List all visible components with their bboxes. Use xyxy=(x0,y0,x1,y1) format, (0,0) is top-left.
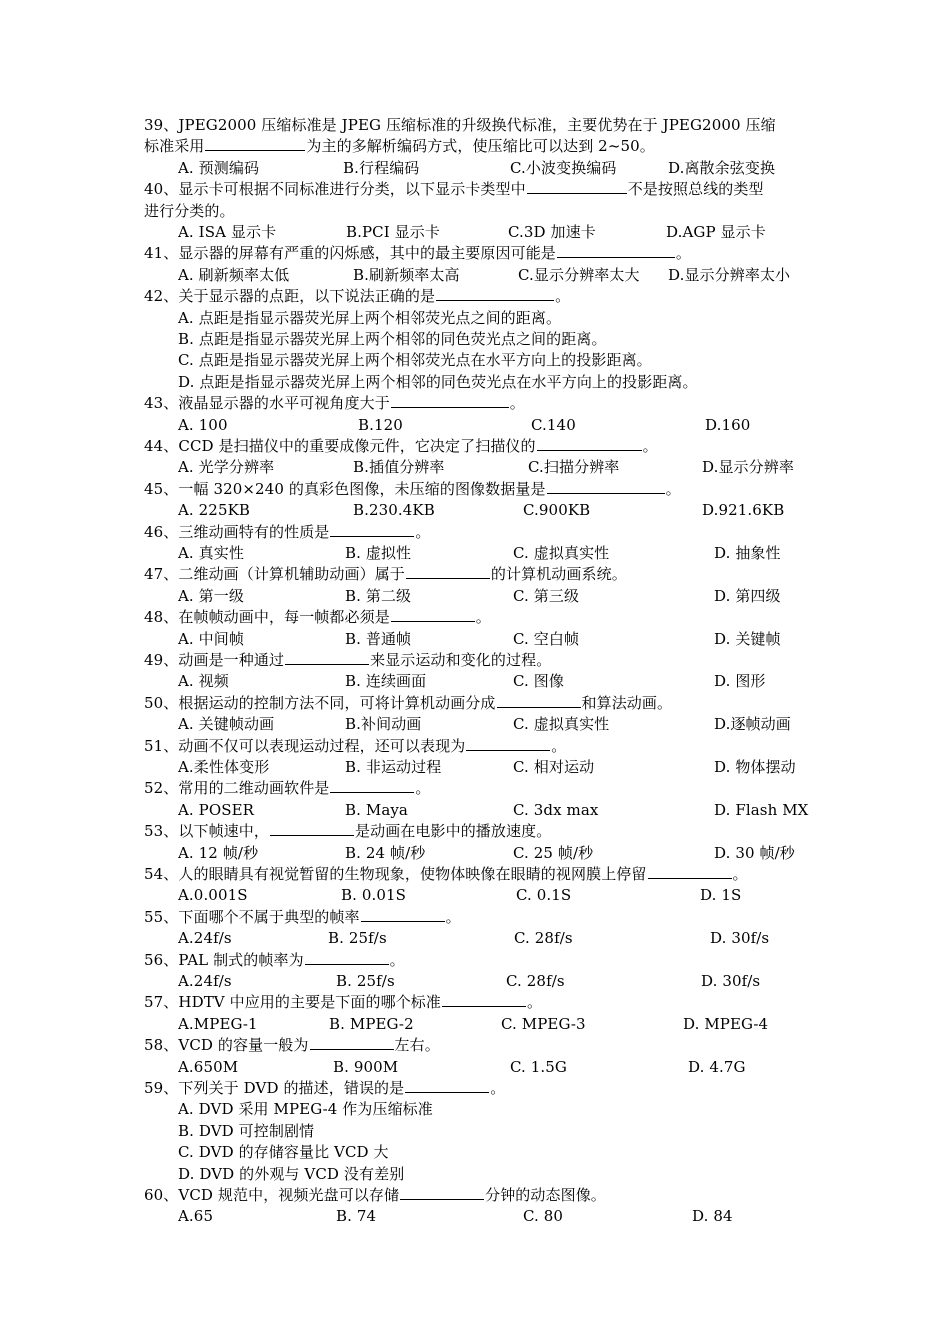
question-40-line-1 xyxy=(144,201,820,222)
question-46-line-0 xyxy=(144,522,820,543)
question-39-options xyxy=(178,158,850,179)
option-b[interactable]: B. 74 xyxy=(336,1207,377,1226)
question-text: 56、PAL 制式的帧率为 xyxy=(144,950,304,969)
question-59-choice-a xyxy=(178,1099,850,1120)
option-a[interactable]: A. 视频 xyxy=(178,672,229,691)
option-b[interactable]: B.插值分辨率 xyxy=(353,458,445,477)
question-text: 。 xyxy=(527,993,543,1012)
question-45-options xyxy=(178,500,850,521)
option-d[interactable]: D. 30f/s xyxy=(710,929,770,948)
question-58-options xyxy=(178,1057,850,1078)
question-text: 55、下面哪个不属于典型的帧率 xyxy=(144,907,360,926)
option-b[interactable]: B. 连续画面 xyxy=(345,672,427,691)
question-58-line-0 xyxy=(144,1035,820,1056)
option-c[interactable]: C. 1.5G xyxy=(510,1057,568,1076)
question-51-line-0 xyxy=(144,736,820,757)
choice-text[interactable]: C. DVD 的存储容量比 VCD 大 xyxy=(178,1143,389,1162)
option-a[interactable]: A. 刷新频率太低 xyxy=(178,265,290,284)
answer-blank[interactable] xyxy=(305,950,389,965)
option-a[interactable]: A.24f/s xyxy=(178,972,232,990)
question-text: 。 xyxy=(509,394,525,413)
option-b[interactable]: B. 0.01S xyxy=(341,886,407,905)
question-44-line-0 xyxy=(144,436,820,457)
option-a[interactable]: A. 光学分辨率 xyxy=(178,458,275,477)
answer-blank[interactable] xyxy=(205,136,305,151)
question-text: 分钟的动态图像。 xyxy=(485,1186,606,1204)
option-d[interactable]: D.显示分辨率太小 xyxy=(668,265,791,284)
question-text: 为主的多解析编码方式，使压缩比可以达到 2~50。 xyxy=(306,137,655,156)
option-d[interactable]: D. 抽象性 xyxy=(714,544,781,562)
answer-blank[interactable] xyxy=(406,564,490,579)
question-45-line-0 xyxy=(144,479,820,500)
option-a[interactable]: A. 预测编码 xyxy=(178,158,260,177)
option-d[interactable]: D. 84 xyxy=(692,1207,733,1226)
question-42-choice-c xyxy=(178,350,850,371)
question-53-options xyxy=(178,843,850,864)
answer-blank[interactable] xyxy=(537,436,642,451)
question-text: 。 xyxy=(732,865,748,883)
option-a[interactable]: A. 中间帧 xyxy=(178,629,244,648)
choice-text[interactable]: C. 点距是指显示器荧光屏上两个相邻荧光点在水平方向上的投影距离。 xyxy=(178,351,652,370)
option-b[interactable]: B.补间动画 xyxy=(345,715,422,734)
option-c[interactable]: C. MPEG-3 xyxy=(501,1014,586,1033)
answer-blank[interactable] xyxy=(330,778,414,793)
question-text: 45、一幅 320×240 的真彩色图像，未压缩的图像数据量是 xyxy=(144,479,546,498)
question-40-options xyxy=(178,222,850,243)
question-text: 。 xyxy=(389,950,405,969)
option-a[interactable]: A. POSER xyxy=(178,800,255,819)
question-43-options xyxy=(178,415,850,436)
question-42-choice-a xyxy=(178,308,850,329)
option-c[interactable]: C. 28f/s xyxy=(506,972,565,990)
question-text: 48、在帧帧动画中，每一帧都必须是 xyxy=(144,608,390,627)
question-text: 是动画在电影中的播放速度。 xyxy=(355,822,552,841)
question-text: 57、HDTV 中应用的主要是下面的哪个标准 xyxy=(144,993,442,1012)
question-text: 40、显示卡可根据不同标准进行分类，以下显示卡类型中 xyxy=(144,180,526,199)
question-59-choice-c xyxy=(178,1142,850,1163)
option-a[interactable]: A.0.001S xyxy=(178,886,248,905)
question-49-line-0 xyxy=(144,650,820,671)
option-d[interactable]: D. 第四级 xyxy=(714,586,781,605)
answer-blank[interactable] xyxy=(391,393,509,408)
question-text: 39、JPEG2000 压缩标准是 JPEG 压缩标准的升级换代标准，主要优势在于 JPEG2000 压缩 xyxy=(144,116,776,134)
question-42-choice-b xyxy=(178,329,850,350)
question-60-options xyxy=(178,1206,850,1227)
option-b[interactable]: B. MPEG-2 xyxy=(329,1014,414,1033)
question-47-options xyxy=(178,586,850,607)
option-d[interactable]: D.AGP 显示卡 xyxy=(666,223,766,241)
choice-text[interactable]: A. DVD 采用 MPEG-4 作为压缩标准 xyxy=(178,1100,433,1119)
option-c[interactable]: C. 虚拟真实性 xyxy=(513,544,610,562)
option-c[interactable]: C.140 xyxy=(531,415,576,434)
option-b[interactable]: B.120 xyxy=(358,415,403,434)
question-text: 。 xyxy=(675,244,691,263)
option-d[interactable]: D.显示分辨率 xyxy=(702,458,794,477)
question-39-line-0 xyxy=(144,115,820,136)
option-a[interactable]: A.650M xyxy=(178,1057,239,1076)
option-c[interactable]: C. 虚拟真实性 xyxy=(513,715,610,734)
question-41-line-0 xyxy=(144,243,820,264)
option-a[interactable]: A. 第一级 xyxy=(178,586,244,605)
option-b[interactable]: B. 普通帧 xyxy=(345,629,412,648)
question-text: 51、动画不仅可以表现运动过程，还可以表现为 xyxy=(144,736,466,755)
option-a[interactable]: A.MPEG-1 xyxy=(178,1014,258,1033)
option-c[interactable]: C. 空白帧 xyxy=(513,629,580,648)
choice-text[interactable]: A. 点距是指显示器荧光屏上两个相邻荧光点之间的距离。 xyxy=(178,308,562,327)
answer-blank[interactable] xyxy=(557,243,675,258)
question-text: 59、下列关于 DVD 的描述，错误的是 xyxy=(144,1079,405,1097)
option-c[interactable]: C.900KB xyxy=(523,501,591,520)
question-48-line-0 xyxy=(144,607,820,628)
option-a[interactable]: A.24f/s xyxy=(178,929,232,948)
question-text: 。 xyxy=(415,522,431,541)
question-text: 43、液晶显示器的水平可视角度大于 xyxy=(144,394,390,413)
option-b[interactable]: B.230.4KB xyxy=(353,501,435,520)
question-text: 的计算机动画系统。 xyxy=(490,565,627,584)
question-59-line-0 xyxy=(144,1078,820,1099)
option-d[interactable]: D.逐帧动画 xyxy=(714,715,791,734)
question-text: 58、VCD 的容量一般为 xyxy=(144,1036,309,1055)
option-d[interactable]: D. 物体摆动 xyxy=(714,758,796,776)
question-59-choice-b xyxy=(178,1121,850,1142)
question-50-line-0 xyxy=(144,693,820,714)
option-c[interactable]: C.扫描分辨率 xyxy=(528,458,620,477)
question-text: 50、根据运动的控制方法不同，可将计算机动画分成 xyxy=(144,693,496,712)
answer-blank[interactable] xyxy=(466,736,550,751)
question-text: 不是按照总线的类型 xyxy=(627,180,764,199)
question-52-line-0 xyxy=(144,778,820,799)
answer-blank[interactable] xyxy=(527,179,627,194)
question-text: 。 xyxy=(475,608,491,627)
question-50-options xyxy=(178,714,850,735)
question-text: 54、人的眼睛具有视觉暂留的生物现象，使物体映像在眼睛的视网膜上停留 xyxy=(144,865,647,883)
question-60-line-0 xyxy=(144,1185,820,1206)
question-text: 52、常用的二维动画软件是 xyxy=(144,779,330,798)
question-42-line-0 xyxy=(144,286,820,307)
option-c[interactable]: C. 25 帧/秒 xyxy=(513,843,594,862)
option-a[interactable]: A. 225KB xyxy=(178,501,251,520)
answer-blank[interactable] xyxy=(285,650,369,665)
answer-blank[interactable] xyxy=(400,1185,484,1200)
option-d[interactable]: D. Flash MX xyxy=(714,800,809,819)
option-a[interactable]: A. 真实性 xyxy=(178,544,244,562)
choice-text[interactable]: D. 点距是指显示器荧光屏上两个相邻的同色荧光点在水平方向上的投影距离。 xyxy=(178,372,698,391)
question-text: 标准采用 xyxy=(144,137,205,156)
question-49-options xyxy=(178,671,850,692)
option-d[interactable]: D. 1S xyxy=(700,886,742,905)
option-d[interactable]: D. MPEG-4 xyxy=(683,1014,769,1033)
choice-text[interactable]: B. 点距是指显示器荧光屏上两个相邻的同色荧光点之间的距离。 xyxy=(178,330,607,348)
question-51-options xyxy=(178,757,850,778)
option-c[interactable]: C. 28f/s xyxy=(514,929,573,948)
answer-blank[interactable] xyxy=(405,1078,489,1093)
question-text: 60、VCD 规范中，视频光盘可以存储 xyxy=(144,1186,400,1204)
question-text: 46、三维动画特有的性质是 xyxy=(144,522,330,541)
question-text: 。 xyxy=(490,1079,506,1097)
option-c[interactable]: C.显示分辨率太大 xyxy=(518,265,640,284)
question-48-options xyxy=(178,629,850,650)
question-54-options xyxy=(178,885,850,906)
question-46-options xyxy=(178,543,850,564)
question-text: 41、显示器的屏幕有严重的闪烁感，其中的最主要原因可能是 xyxy=(144,244,556,263)
question-44-options xyxy=(178,457,850,478)
question-text: 53、以下帧速中， xyxy=(144,822,269,841)
question-54-line-0 xyxy=(144,864,820,885)
answer-blank[interactable] xyxy=(547,479,665,494)
option-b[interactable]: B.行程编码 xyxy=(343,158,420,177)
answer-blank[interactable] xyxy=(436,286,554,301)
question-text: 。 xyxy=(665,479,681,498)
question-text: 。 xyxy=(415,779,431,798)
question-55-line-0 xyxy=(144,907,820,928)
question-56-options xyxy=(178,971,850,992)
option-c[interactable]: C. 第三级 xyxy=(513,586,580,605)
option-d[interactable]: D. 4.7G xyxy=(688,1057,746,1076)
option-b[interactable]: B. 第二级 xyxy=(345,586,412,605)
question-56-line-0 xyxy=(144,950,820,971)
answer-blank[interactable] xyxy=(270,821,354,836)
question-text: 。 xyxy=(555,287,571,306)
option-d[interactable]: D. 30 帧/秒 xyxy=(714,843,795,862)
answer-blank[interactable] xyxy=(310,1035,394,1050)
option-b[interactable]: B. 25f/s xyxy=(336,972,395,990)
option-c[interactable]: C.3D 加速卡 xyxy=(508,223,596,241)
option-c[interactable]: C. 80 xyxy=(523,1207,564,1226)
option-c[interactable]: C. 0.1S xyxy=(516,886,572,905)
question-text: 49、动画是一种通过 xyxy=(144,651,285,669)
question-59-choice-d xyxy=(178,1164,850,1185)
question-text: 42、关于显示器的点距，以下说法正确的是 xyxy=(144,287,436,306)
option-b[interactable]: B. Maya xyxy=(345,800,408,819)
question-text: 来显示运动和变化的过程。 xyxy=(370,651,552,669)
question-text: 左右。 xyxy=(394,1036,440,1055)
question-40-line-0 xyxy=(144,179,820,200)
question-42-choice-d xyxy=(178,372,850,393)
question-text: 。 xyxy=(642,437,658,455)
option-a[interactable]: A. 100 xyxy=(178,415,228,434)
question-57-options xyxy=(178,1014,850,1035)
option-d[interactable]: D. 关键帧 xyxy=(714,629,781,648)
option-c[interactable]: C. 图像 xyxy=(513,672,564,691)
question-text: 和算法动画。 xyxy=(581,693,673,712)
option-b[interactable]: B. 非运动过程 xyxy=(345,758,442,776)
option-b[interactable]: B.刷新频率太高 xyxy=(353,265,460,284)
option-a[interactable]: A. 关键帧动画 xyxy=(178,715,275,734)
option-a[interactable]: A. ISA 显示卡 xyxy=(178,223,277,241)
option-a[interactable]: A.65 xyxy=(178,1207,214,1226)
question-41-options xyxy=(178,265,850,286)
question-text: 。 xyxy=(551,736,567,755)
option-b[interactable]: B.PCI 显示卡 xyxy=(346,223,440,241)
choice-text[interactable]: B. DVD 可控制剧情 xyxy=(178,1121,315,1140)
option-d[interactable]: D. 图形 xyxy=(714,672,766,691)
option-b[interactable]: B. 900M xyxy=(333,1057,399,1076)
option-c[interactable]: C. 相对运动 xyxy=(513,758,595,776)
option-b[interactable]: B. 25f/s xyxy=(328,929,387,948)
option-b[interactable]: B. 24 帧/秒 xyxy=(345,843,426,862)
option-d[interactable]: D. 30f/s xyxy=(701,972,761,990)
question-55-options xyxy=(178,928,850,949)
question-43-line-0 xyxy=(144,393,820,414)
question-53-line-0 xyxy=(144,821,820,842)
option-c[interactable]: C. 3dx max xyxy=(513,800,599,819)
answer-blank[interactable] xyxy=(442,992,526,1007)
answer-blank[interactable] xyxy=(648,864,732,879)
question-text: 进行分类的。 xyxy=(144,201,235,220)
answer-blank[interactable] xyxy=(330,522,414,537)
option-b[interactable]: B. 虚拟性 xyxy=(345,544,412,562)
answer-blank[interactable] xyxy=(497,693,581,708)
option-a[interactable]: A.柔性体变形 xyxy=(178,758,270,776)
answer-blank[interactable] xyxy=(391,607,475,622)
question-47-line-0 xyxy=(144,564,820,585)
question-text: 。 xyxy=(445,907,461,926)
option-d[interactable]: D.离散余弦变换 xyxy=(668,158,776,177)
question-text: 44、CCD 是扫描仪中的重要成像元件，它决定了扫描仪的 xyxy=(144,437,536,455)
question-57-line-0 xyxy=(144,992,820,1013)
question-text: 47、二维动画（计算机辅助动画）属于 xyxy=(144,565,405,584)
question-39-line-1 xyxy=(144,136,820,157)
choice-text[interactable]: D. DVD 的外观与 VCD 没有差别 xyxy=(178,1164,405,1183)
option-c[interactable]: C.小波变换编码 xyxy=(510,158,617,177)
question-52-options xyxy=(178,800,850,821)
answer-blank[interactable] xyxy=(361,907,445,922)
option-d[interactable]: D.160 xyxy=(705,415,751,434)
option-a[interactable]: A. 12 帧/秒 xyxy=(178,843,259,862)
option-d[interactable]: D.921.6KB xyxy=(702,501,785,520)
